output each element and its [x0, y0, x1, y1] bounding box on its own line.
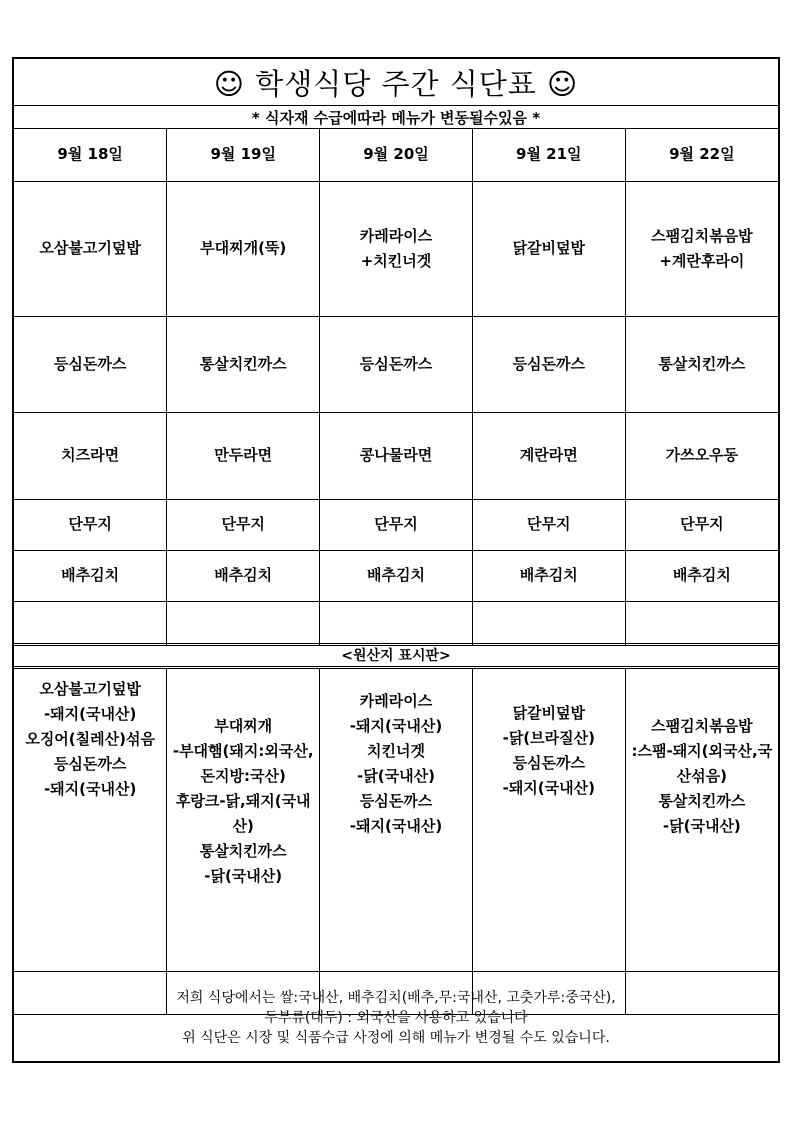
- origin-cell: 오삼불고기덮밥 -돼지(국내산) 오징어(칠레산)섞음 등심돈까스 -돼지(국내산): [14, 669, 167, 1015]
- menu-cell: 등심돈까스: [472, 316, 625, 412]
- menu-cell: 카레라이스 +치킨너겟: [320, 181, 473, 316]
- menu-cell: 스팸김치볶음밥 +계란후라이: [625, 181, 778, 316]
- notice-text: * 식자재 수급에따라 메뉴가 변동될수있음 *: [14, 106, 778, 129]
- origin-cell: 부대찌개 -부대햄(돼지:외국산,돈지방:국산) 후랑크-닭,돼지(국내산) 통살치킨까스 -닭(국내산): [167, 669, 320, 1015]
- menu-cell: [625, 601, 778, 645]
- menu-cell: [472, 601, 625, 645]
- menu-cell: 단무지: [320, 499, 473, 550]
- menu-cell: 단무지: [167, 499, 320, 550]
- menu-cell: 통살치킨까스: [167, 316, 320, 412]
- menu-cell: 등심돈까스: [320, 316, 473, 412]
- menu-cell: 등심돈까스: [14, 316, 167, 412]
- menu-cell: 부대찌개(뚝): [167, 181, 320, 316]
- menu-cell: 배추김치: [320, 550, 473, 601]
- footer-line: 저희 식당에서는 쌀:국내산, 배추김치(배추,무:국내산, 고춧가루:중국산),: [176, 990, 616, 1006]
- menu-cell: 배추김치: [167, 550, 320, 601]
- menu-cell: 단무지: [14, 499, 167, 550]
- menu-row-noodle: [14, 412, 778, 499]
- menu-cell: 배추김치: [14, 550, 167, 601]
- page-title: ☺ 학생식당 주간 식단표 ☺: [14, 59, 778, 106]
- menu-cell: 단무지: [625, 499, 778, 550]
- menu-cell: 단무지: [472, 499, 625, 550]
- menu-row-main: [14, 181, 778, 316]
- menu-cell: 치즈라면: [14, 412, 167, 499]
- weekly-menu-table: [14, 129, 778, 646]
- footer-note: [14, 971, 778, 1064]
- menu-cell: 계란라면: [472, 412, 625, 499]
- origin-cell: 닭갈비덮밥 -닭(브라질산) 등심돈까스 -돼지(국내산): [472, 669, 625, 1015]
- day-header-row: [14, 129, 778, 181]
- menu-row-side1: [14, 499, 778, 550]
- day-header: 9월 21일: [472, 129, 625, 181]
- menu-cell: 오삼불고기덮밥: [14, 181, 167, 316]
- menu-row-empty: [14, 601, 778, 645]
- menu-sheet: [12, 57, 780, 1063]
- menu-cell: [167, 601, 320, 645]
- day-header: 9월 18일: [14, 129, 167, 181]
- menu-row-cutlet: [14, 316, 778, 412]
- footer-line: 위 식단은 시장 및 식품수급 사정에 의해 메뉴가 변경될 수도 있습니다.: [182, 1030, 610, 1046]
- menu-cell: 가쓰오우동: [625, 412, 778, 499]
- day-header: 9월 19일: [167, 129, 320, 181]
- origin-cell: 카레라이스 -돼지(국내산) 치킨너겟 -닭(국내산) 등심돈까스 -돼지(국내산): [320, 669, 473, 1015]
- menu-cell: 콩나물라면: [320, 412, 473, 499]
- origin-table: [14, 668, 778, 1015]
- origin-title: <원산지 표시판>: [14, 643, 778, 667]
- menu-cell: 배추김치: [472, 550, 625, 601]
- menu-cell: [14, 601, 167, 645]
- menu-row-side2: [14, 550, 778, 601]
- footer-line: 두부류(대두) : 외국산을 사용하고 있습니다: [264, 1010, 528, 1026]
- origin-cell: 스팸김치볶음밥 :스팸-돼지(외국산,국산섞음) 통살치킨까스 -닭(국내산): [625, 669, 778, 1015]
- day-header: 9월 20일: [320, 129, 473, 181]
- day-header: 9월 22일: [625, 129, 778, 181]
- menu-cell: 만두라면: [167, 412, 320, 499]
- menu-cell: 닭갈비덮밥: [472, 181, 625, 316]
- menu-cell: 배추김치: [625, 550, 778, 601]
- menu-cell: 통살치킨까스: [625, 316, 778, 412]
- menu-cell: [320, 601, 473, 645]
